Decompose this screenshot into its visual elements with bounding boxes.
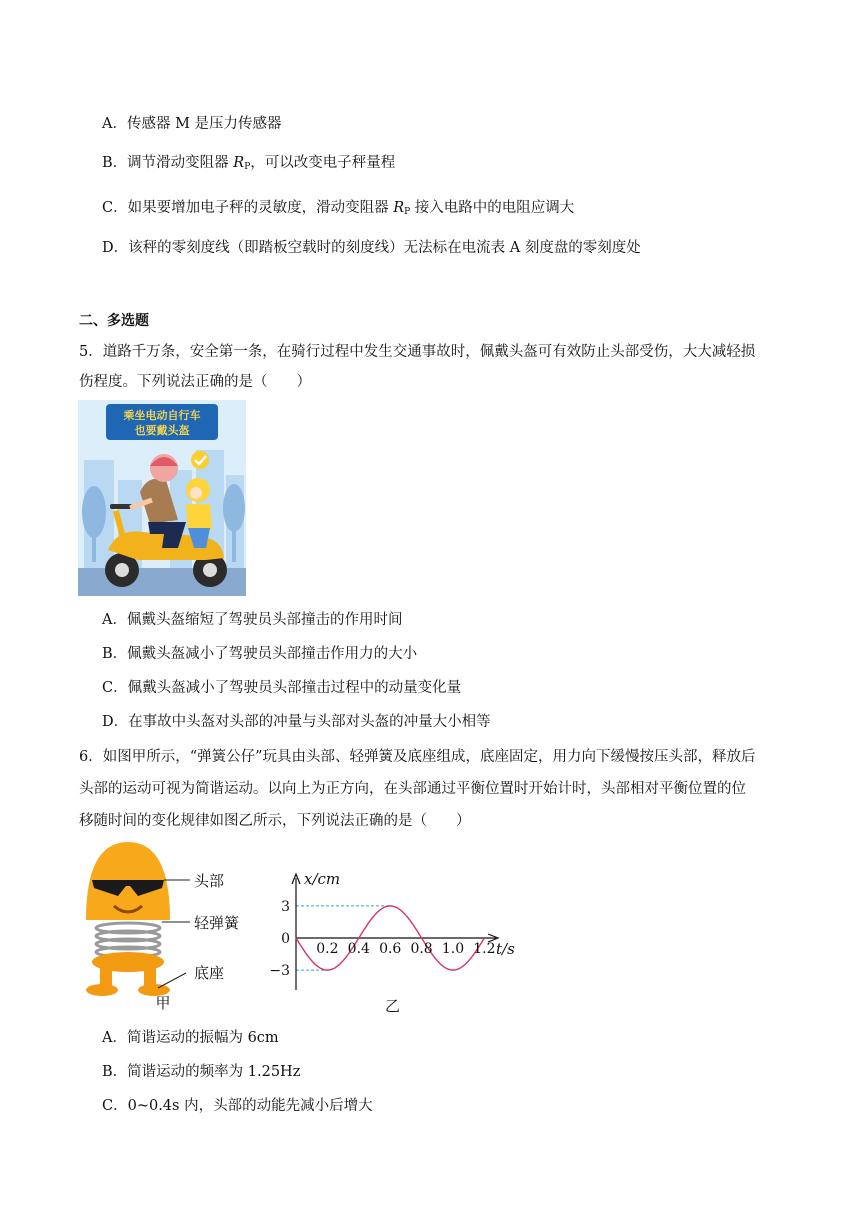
- q4-option-b: [102, 151, 395, 172]
- q5-stem-line1: 5．道路千万条，安全第一条，在骑行过程中发生交通事故时，佩戴头盔可有效防止头部受伤，大大减轻损: [79, 344, 756, 360]
- resistor-subscript: P: [404, 207, 411, 217]
- helmet-poster-illustration: [78, 400, 246, 596]
- label-head: 头部: [194, 872, 225, 890]
- x-tick-label: 1.2: [473, 941, 496, 957]
- q5-option-d: D．在事故中头盔对头部的冲量与头部对头盔的冲量大小相等: [102, 714, 491, 730]
- resistor-symbol: R: [233, 155, 245, 171]
- x-axis-label: t/s: [496, 940, 515, 958]
- option-text: C．如果要增加电子秤的灵敏度，滑动变阻器: [102, 200, 394, 216]
- displacement-time-chart: [270, 862, 520, 1017]
- y-axis-label: x/cm: [304, 870, 341, 888]
- q4-option-a: [102, 112, 282, 133]
- x-tick-label: 0.2: [316, 941, 339, 957]
- q6-option-c: C．0~0.4s 内，头部的动能先减小后增大: [102, 1098, 373, 1114]
- option-text: A．传感器 M 是压力传感器: [102, 116, 282, 132]
- figure-jia: [78, 840, 278, 1015]
- q4-option-d: [102, 236, 641, 257]
- q6-stem-line1: 6．如图甲所示，“弹簧公仔”玩具由头部、轻弹簧及底座组成，底座固定，用力向下缓慢按压头部，释放后: [79, 749, 756, 765]
- q5-option-c: C．佩戴头盔减小了驾驶员头部撞击过程中的动量变化量: [102, 680, 462, 696]
- q5-stem-line2: 伤程度。下列说法正确的是（ ）: [79, 374, 311, 390]
- figure-label-yi: 乙: [385, 997, 401, 1015]
- y-tick-label: −3: [270, 963, 290, 980]
- poster-text-2: 也要戴头盔: [134, 424, 190, 437]
- resistor-subscript: P: [244, 162, 251, 172]
- section-heading: 二、多选题: [79, 313, 149, 329]
- q6-stem-line3: 移随时间的变化规律如图乙所示，下列说法正确的是（ ）: [79, 813, 471, 829]
- poster-text-1: 乘坐电动自行车: [123, 409, 201, 422]
- option-text-tail: 接入电路中的电阻应调大: [410, 200, 575, 216]
- q6-option-a: A．简谐运动的振幅为 6cm: [102, 1030, 279, 1046]
- q6-option-b: B．简谐运动的频率为 1.25Hz: [102, 1064, 301, 1080]
- y-tick-label: 3: [281, 898, 290, 915]
- label-base: 底座: [194, 964, 225, 982]
- figure-label-jia: 甲: [155, 994, 171, 1012]
- q6-stem-line2: 头部的运动可视为简谐运动。以向上为正方向，在头部通过平衡位置时开始计时，头部相对平衡位置的位: [79, 781, 746, 797]
- label-spring: 轻弹簧: [194, 914, 240, 932]
- y-tick-label: 0: [281, 931, 290, 947]
- helmet-poster: [78, 400, 246, 596]
- resistor-symbol: R: [393, 200, 405, 216]
- q4-option-c: [102, 196, 574, 217]
- option-text: D．该秤的零刻度线（即踏板空载时的刻度线）无法标在电流表 A 刻度盘的零刻度处: [102, 240, 641, 256]
- x-tick-label: 1.0: [441, 941, 465, 957]
- q5-option-a: A．佩戴头盔缩短了驾驶员头部撞击的作用时间: [102, 612, 403, 628]
- q5-option-b: B．佩戴头盔减小了驾驶员头部撞击作用力的大小: [102, 646, 418, 662]
- option-text-tail: ，可以改变电子秤量程: [250, 155, 396, 171]
- x-tick-label: 0.8: [410, 941, 433, 957]
- option-text: B．调节滑动变阻器: [102, 155, 234, 171]
- figure-yi: [270, 862, 520, 1017]
- x-tick-label: 0.6: [379, 941, 402, 957]
- spring-toy-illustration: [78, 840, 278, 1015]
- x-tick-label: 0.4: [347, 941, 370, 957]
